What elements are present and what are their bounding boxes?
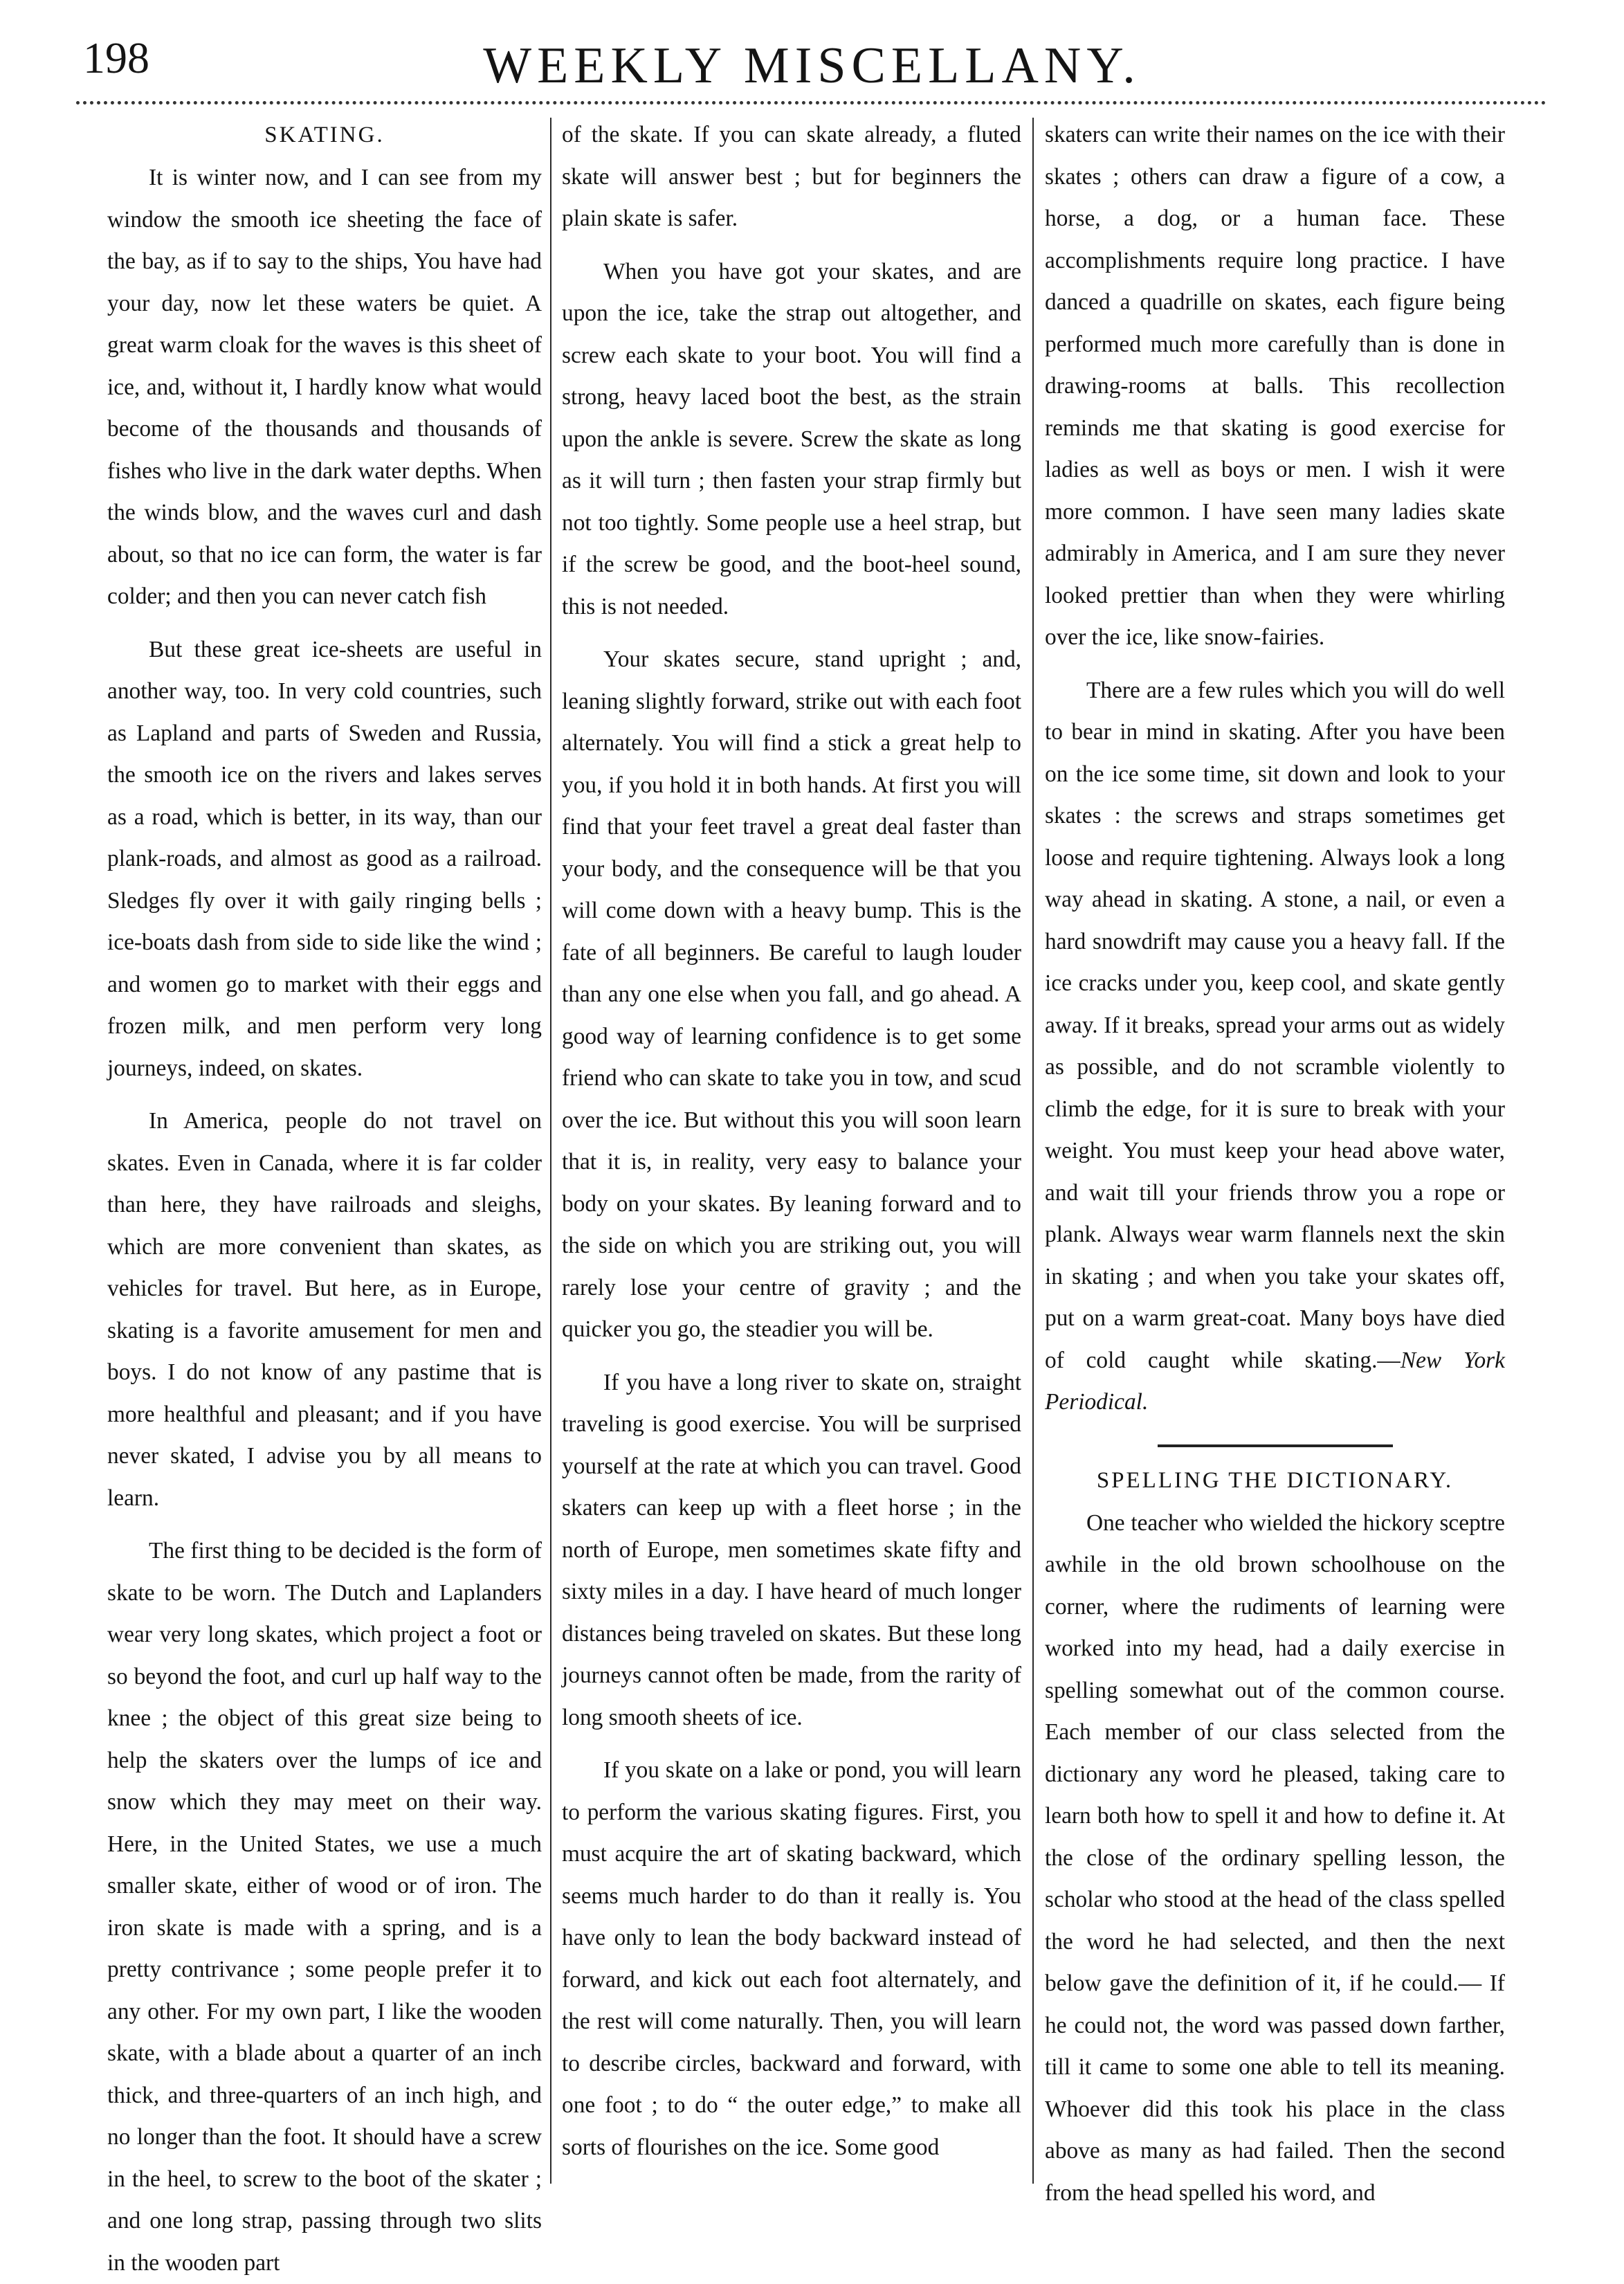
paragraph: If you have a long river to skate on, straight traveling is good exercise. You will be surprised yourself at the rate at which you can travel. Good skaters can keep up with a fleet horse ; in the north of Europe, men sometimes skate fifty and sixty miles in a day. I have heard of much longer distances being traveled on skates. But these long journeys cannot often be made, from the rarity of long smooth sheets of ice. <box>562 1369 1021 1730</box>
article-separator <box>1158 1444 1393 1447</box>
paragraph <box>1045 670 1505 1424</box>
paragraph: skaters can write their names on the ice with their skates ; others can draw a figure of a cow, a horse, a dog, or a human face. These accomplishments require long practice. I have danced a quadrille on skates, each figure being performed much more carefully than is done in drawing-rooms at balls. This recollection reminds me that skating is good exercise for ladies as well as boys or men. I wish it were more common. I have seen many ladies skate admirably in America, and I am sure they never looked prettier than when they were whirling over the ice, like snow-fairies. <box>1045 122 1505 650</box>
paragraph: In America, people do not travel on skates. Even in Canada, where it is far colder than here, they have railroads and sleighs, which are more convenient than skates, as vehicles for travel. But here, as in Europe, skating is a favorite amusement for men and boys. I do not know of any pastime that is more healthful and pleasant; and if you have never skated, I advise you by all means to learn. <box>107 1108 542 1511</box>
column-3 <box>1045 114 1505 2206</box>
article-title-skating: SKATING. <box>264 123 385 147</box>
article-title-spelling: SPELLING THE DICTIONARY. <box>1096 1467 1454 1493</box>
paragraph: The first thing to be decided is the form of skate to be worn. The Dutch and Laplanders wear very long skates, which project a foot or so beyond the foot, and curl up half way to the knee ; the object of this great size being to help the skaters over the lumps of ice and snow which they may meet on their way. Here, in the United States, we use a much smaller skate, either of wood or of iron. The iron skate is made with a spring, and is a pretty contrivance ; some people prefer it to any other. For my own part, I like the wooden skate, with a blade about a quarter of an inch thick, and three-quarters of an inch high, and no longer than the foot. It should have a screw in the heel, to screw to the boot of the skater ; and one long strap, passing through two slits in the wooden part <box>107 1538 542 2276</box>
column-1 <box>107 114 542 2276</box>
column-rule-left <box>550 118 551 2184</box>
article-source: New York Periodical. <box>1045 1347 1505 1415</box>
paragraph: Your skates secure, stand upright ; and, leaning slightly forward, strike out with each foot alternately. You will find a stick a great help to you, if you hold it in both hands. At first you will find that your feet travel a great deal faster than your body, and the consequence will be that you will come down with a heavy bump. This is the fate of all beginners. Be careful to laugh louder than any one else when you fall, and go ahead. A good way of learning confidence is to get some friend who can skate to take you in tow, and scud over the ice. But without this you will soon learn that it is, in reality, very easy to balance your body on your skates. By leaning forward and to the side on which you are striking out, you will rarely lose your centre of gravity ; and the quicker you go, the steadier you will be. <box>562 646 1021 1342</box>
paragraph: It is winter now, and I can see from my window the smooth ice sheeting the face of the bay, as if to say to the ships, You have had your day, now let these waters be quiet. A great warm cloak for the waves is this sheet of ice, and, without it, I hardly know what would become of the thousands and thousands of fishes who live in the dark water depths. When the winds blow, and the waves curl and dash about, so that no ice can form, the water is far colder; and then you can never catch fish <box>107 165 542 609</box>
page-header <box>0 0 1624 104</box>
header-rule <box>76 101 1547 105</box>
column-rule-right <box>1032 118 1034 2184</box>
paragraph: But these great ice-sheets are useful in another way, too. In very cold countries, such as Lapland and parts of Sweden and Russia, the smooth ice on the rivers and lakes serves as a road, which is better, in its way, than our plank-roads, and almost as good as a railroad. Sledges fly over it with gaily ringing bells ; ice-boats dash from side to side like the wind ; and women go to market with their eggs and frozen milk, and men perform very long journeys, indeed, on skates. <box>107 636 542 1081</box>
column-2 <box>562 114 1021 2184</box>
paragraph: When you have got your skates, and are upon the ice, take the strap out altogether, and screw each skate to your boot. You will find a strong, heavy laced boot the best, as the strain upon the ankle is severe. Screw the skate as long as it will turn ; then fasten your strap firmly but not too tightly. Some people use a heel strap, but if the screw be good, and the boot-heel sound, this is not needed. <box>562 258 1021 619</box>
paragraph: of the skate. If you can skate already, a fluted skate will answer best ; but for beginners the plain skate is safer. <box>562 122 1021 231</box>
masthead-title: WEEKLY MISCELLANY. <box>483 37 1141 94</box>
paragraph-text: There are a few rules which you will do well to bear in mind in skating. After you have been on the ice some time, sit down and look to your skates : the screws and straps sometimes get loose and require tightening. Always look a long way ahead in skating. A stone, a nail, or even a hard snowdrift may cause you a heavy fall. If the ice cracks under you, keep cool, and skate gently away. If it breaks, spread your arms out as widely as possible, and do not scramble violently to climb the edge, for it is sure to break with your weight. You must keep your head above water, and wait till your friends throw you a rope or plank. Always wear warm flannels next the skin in skating ; and when you take your skates off, put on a warm great-coat. Many boys have died of cold caught while skating.— <box>1045 677 1505 1373</box>
paragraph: One teacher who wielded the hickory sceptre awhile in the old brown schoolhouse on the corner, where the rudiments of learning were worked into my head, had a daily exercise in spelling somewhat out of the common course. Each member of our class selected from the dictionary any word he pleased, taking care to learn both how to spell it and how to define it. At the close of the ordinary spelling lesson, the scholar who stood at the head of the class spelled the word he had selected, and then the next below gave the definition of it, if he could.— If he could not, the word was passed down farther, till it came to some one able to tell its meaning. Whoever did this took his place in the class above as many as had failed. Then the second from the head spelled his word, and <box>1045 1510 1505 2206</box>
page-number: 198 <box>83 33 149 82</box>
paragraph: If you skate on a lake or pond, you will learn to perform the various skating figures. First, you must acquire the art of skating backward, which seems much harder to do than it really is. You have only to lean the body backward instead of forward, and kick out each foot alternately, and the rest will come naturally. Then, you will learn to describe circles, backward and forward, with one foot ; to do “ the outer edge,” to make all sorts of flourishes on the ice. Some good <box>562 1757 1021 2160</box>
